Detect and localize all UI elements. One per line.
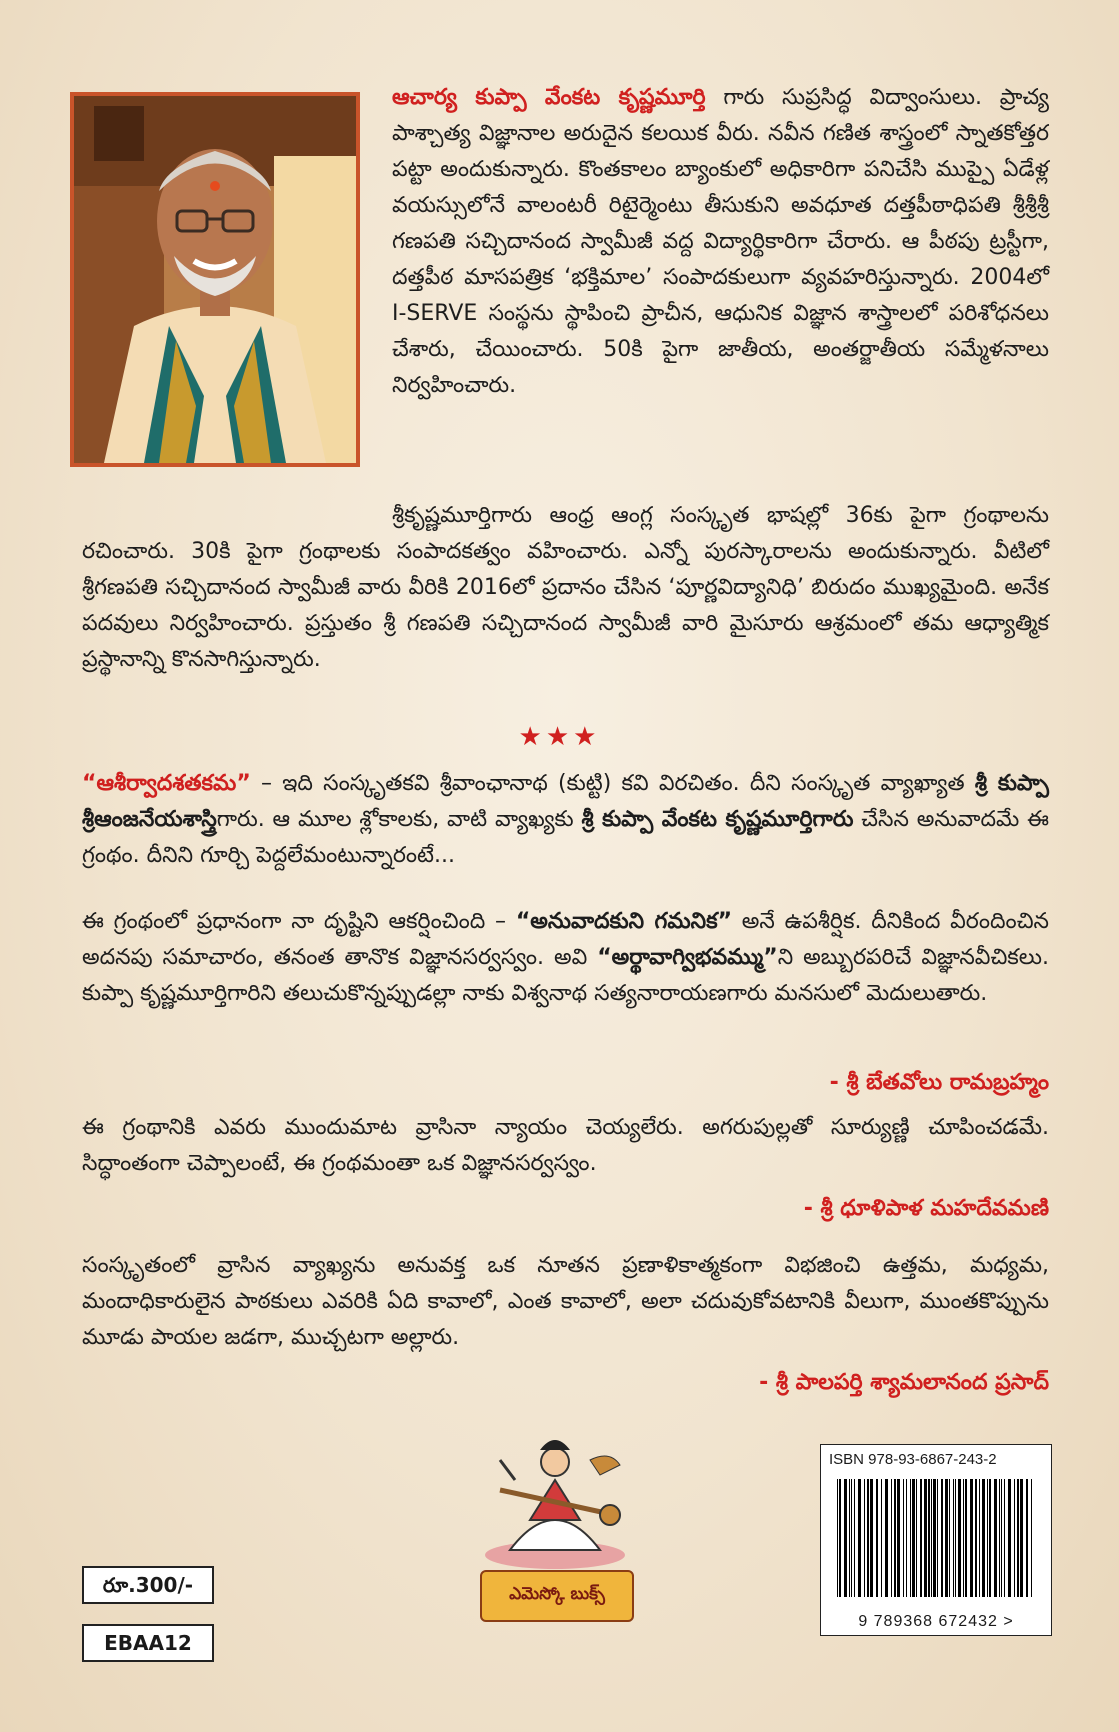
author-bio-works — [82, 498, 1049, 678]
author-photo — [70, 92, 360, 467]
review-quote-1-text-3: ని అబ్బురపరిచే విజ్ఞానవీచికలు. కుప్పా కృష్ణమూర్తిగారిని తలుచుకొన్నప్పుడల్లా నాకు విశ్వనాథ సత్యనారాయణగారు మనసులో మెదులుతారు. — [82, 945, 1049, 1006]
publisher-logo — [470, 1420, 640, 1630]
isbn-barcode — [820, 1444, 1052, 1636]
author-bio-intro-text: గారు సుప్రసిద్ధ విద్వాంసులు. ప్రాచ్య పాశ్చాత్య విజ్ఞానాల అరుదైన కలయిక వీరు. నవీన గణిత శాస్త్రంలో స్నాతకోత్తర పట్టా అందుకున్నారు. కొంతకాలం బ్యాంకులో అధికారిగా పనిచేసి ముప్పై ఏడేళ్ల వయస్సులోనే వాలంటరీ రిటైర్మెంటు తీసుకుని అవధూత దత్తపీఠాధిపతి శ్రీశ్రీశ్రీ గణపతి సచ్చిదానంద స్వామీజీ వద్ద విద్యార్థికారిగా చేరారు. ఆ పీఠపు ట్రస్టీగా, దత్తపీఠ మాసపత్రిక ‘భక్తిమాల’ సంపాదకులుగా వ్యవహరిస్తున్నారు. 2004లో I-SERVE సంస్థను స్థాపించి ప్రాచీన, ఆధునిక విజ్ఞాన శాస్త్రాలలో పరిశోధనలు చేశారు, చేయించారు. 50కి పైగా జాతీయ, అంతర్జాతీయ సమ్మేళనాలు నిర్వహించారు. — [392, 85, 1049, 398]
review-quote-3 — [82, 1248, 1049, 1356]
translator-name: శ్రీ కుప్పా వేంకట కృష్ణమూర్తిగారు — [581, 807, 854, 832]
review-intro-text-3: చేసిన అనువాదమే ఈ గ్రంథం. దీనిని గూర్చి పెద్దలేమంటున్నారంటే... — [82, 807, 1049, 868]
review-quote-3-signature: - శ్రీ పాలపర్తి శ్యామలానంద ప్రసాద్ — [759, 1370, 1049, 1395]
author-name: ఆచార్య కుప్పా వేంకట కృష్ణమూర్తి — [392, 85, 706, 110]
review-quote-1-bold-1: “అనువాదకుని గమనిక” — [515, 909, 733, 934]
section-divider-stars: ★★★ — [518, 722, 601, 752]
review-intro-text-2: గారు. ఆ మూల శ్లోకాలకు, వాటి వ్యాఖ్యకు — [216, 807, 582, 832]
publisher-logo-plaque — [480, 1570, 634, 1622]
review-quote-1-bold-2: “అర్థావాగ్విభవమ్ము” — [597, 945, 778, 970]
price-tag: రూ.300/- — [82, 1566, 214, 1604]
barcode-digits: 9 789368 672432 > — [858, 1613, 1014, 1630]
review-quote-2-text: ఈ గ్రంథానికి ఎవరు ముందుమాట వ్రాసినా న్యాయం చెయ్యలేరు. అగరుపుల్లతో సూర్యుణ్ణి చూపించడమే. సిద్ధాంతంగా చెప్పాలంటే, ఈ గ్రంథమంతా ఒక విజ్ఞానసర్వస్వం. — [82, 1115, 1049, 1176]
review-quote-2-signature: - శ్రీ ధూళిపాళ మహదేవమణి — [803, 1196, 1049, 1221]
review-quote-2 — [82, 1110, 1049, 1182]
book-title: “ఆశీర్వాదశతకమ” — [82, 771, 251, 796]
review-quote-3-text: సంస్కృతంలో వ్రాసిన వ్యాఖ్యను అనువక్త ఒక నూతన ప్రణాళికాత్మకంగా విభజించి ఉత్తమ, మధ్యమ, మందాధికారులైన పాఠకులు ఎవరికి ఏది కావాలో, ఎంత కావాలో, అలా చదువుకోవటానికి వీలుగా, ముంతకొప్పును మూడు పాయల జడగా, ముచ్చటగా అల్లారు. — [82, 1253, 1049, 1350]
review-quote-1-text-2: అనే ఉపశీర్షిక. దీనికింద వీరందించిన అదనపు సమాచారం, తనంత తానొక విజ్ఞానసర్వస్వం. అవి — [82, 909, 1049, 970]
author-bio-intro — [392, 80, 1049, 404]
publisher-name: ఎమెస్కో బుక్స్ — [509, 1584, 605, 1604]
author-bio-works-text: శ్రీకృష్ణమూర్తిగారు ఆంధ్ర ఆంగ్ల సంస్కృత భాషల్లో 36కు పైగా గ్రంథాలను రచించారు. 30కి పైగా గ్రంథాలకు సంపాదకత్వం వహించారు. ఎన్నో పురస్కారాలను అందుకున్నారు. వీటిలో శ్రీగణపతి సచ్చిదానంద స్వామీజీ వారు వీరికి 2016లో ప్రదానం చేసిన ‘పూర్ణవిద్యానిధి’ బిరుదం ముఖ్యమైంది. అనేక పదవులు నిర్వహించారు. ప్రస్తుతం శ్రీ గణపతి సచ్చిదానంద స్వామీజీ వారి మైసూరు ఆశ్రమంలో తమ ఆధ్యాత్మిక ప్రస్థానాన్ని కొనసాగిస్తున్నారు. — [82, 503, 1049, 672]
review-quote-1 — [82, 904, 1049, 1012]
isbn-label: ISBN 978-93-6867-243-2 — [829, 1451, 997, 1468]
catalog-code: EBAA12 — [82, 1624, 214, 1662]
goddess-saraswati-icon — [470, 1420, 640, 1570]
barcode-icon — [823, 1475, 1049, 1605]
review-quote-1-text-1: ఈ గ్రంథంలో ప్రధానంగా నా దృష్టిని ఆకర్షించింది – — [82, 909, 516, 934]
sanskrit-commentator-name: శ్రీ కుప్పా శ్రీఆంజనేయశాస్త్రి — [82, 771, 1049, 832]
review-intro — [82, 766, 1049, 874]
review-intro-text-1: – ఇది సంస్కృతకవి శ్రీవాంఛానాథ (కుట్టి) కవి విరచితం. దీని సంస్కృత వ్యాఖ్యాత — [250, 771, 975, 796]
review-quote-1-signature: - శ్రీ బేతవోలు రామబ్రహ్మం — [829, 1070, 1049, 1095]
author-portrait-illustration — [74, 96, 356, 463]
